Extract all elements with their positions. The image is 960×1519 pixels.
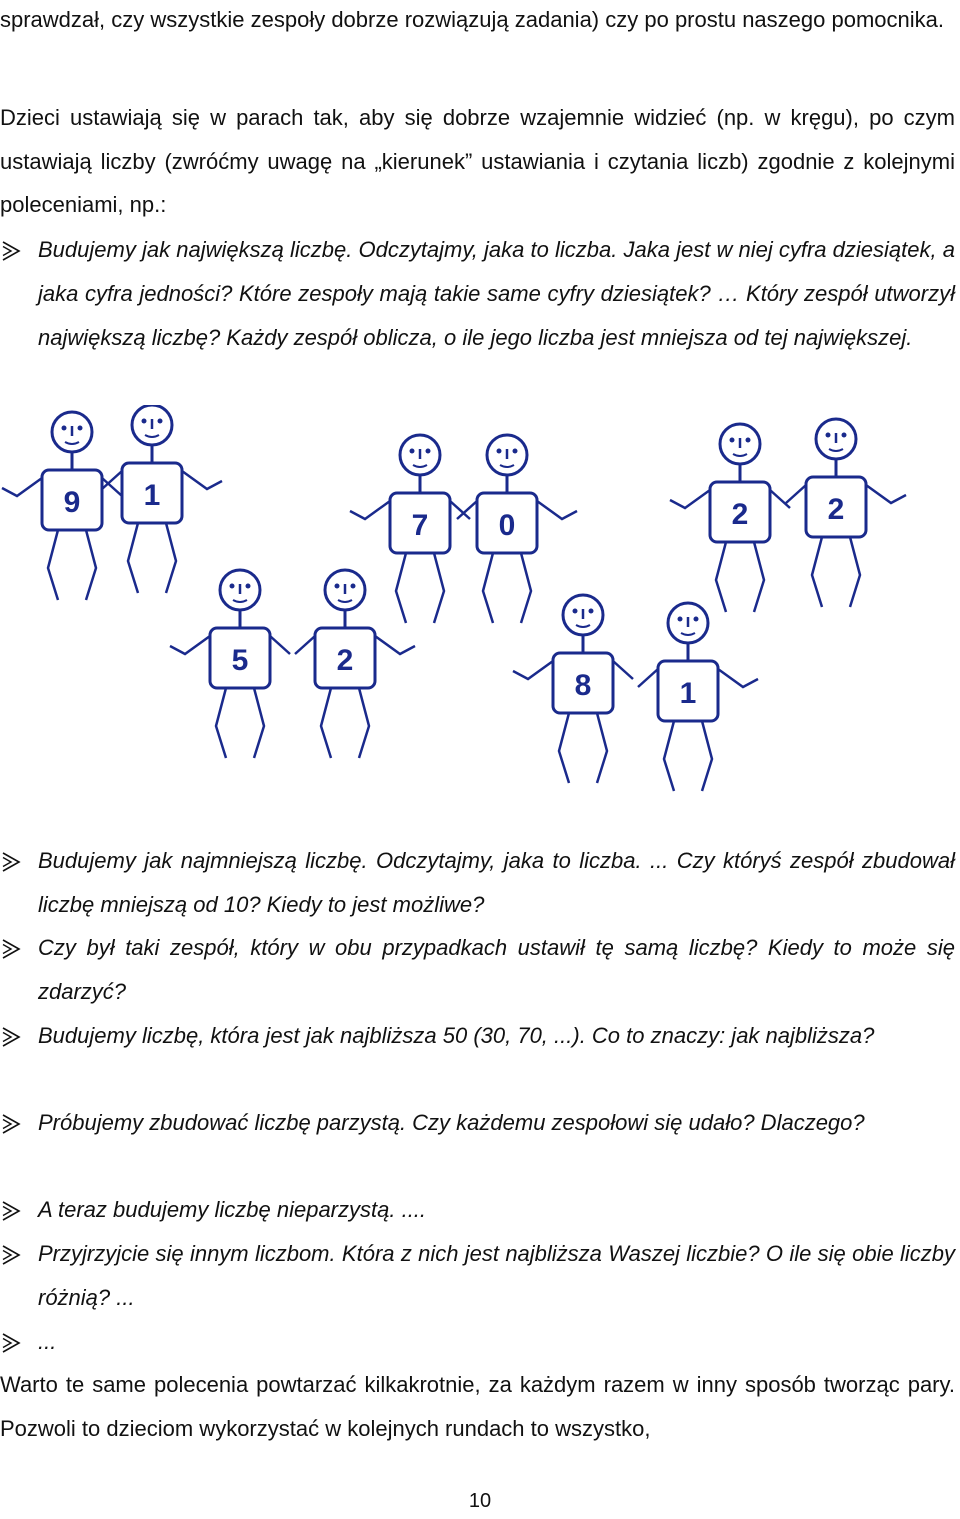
figure-digit: 5 <box>231 644 249 677</box>
stick-figure <box>2 412 122 600</box>
arrow-bullet-icon <box>0 1200 22 1222</box>
bullet-item-odd-number <box>0 1188 955 1232</box>
figure-digit: 7 <box>411 509 429 542</box>
bullet-item-ellipsis <box>0 1320 955 1364</box>
figure-digit: 2 <box>336 644 354 677</box>
bullet-text: A teraz budujemy liczbę nieparzystą. .... <box>38 1197 427 1222</box>
outro-paragraph: Warto te same polecenia powtarzać kilkakrotnie, za każdym razem w inny sposób tworząc pary. Pozwoli to dzieciom wykorzystać w kolejnych rundach to wszystko, <box>0 1372 955 1441</box>
stick-figure <box>457 435 577 623</box>
stick-figure <box>170 570 290 758</box>
arrow-bullet-icon <box>0 1026 22 1048</box>
stick-figures-illustration <box>0 405 960 820</box>
arrow-bullet-icon <box>0 851 22 873</box>
bullet-text: Budujemy liczbę, która jest jak najbliższa 50 (30, 70, ...). Co to znaczy: jak najbliższa? <box>38 1023 875 1048</box>
stick-figure <box>670 424 790 612</box>
bullet-item-largest-number <box>0 228 955 360</box>
figure-digit: 2 <box>731 498 749 531</box>
bullet-text: Próbujemy zbudować liczbę parzystą. Czy każdemu zespołowi się udało? Dlaczego? <box>38 1110 865 1135</box>
figure-digit: 0 <box>498 509 516 542</box>
intro-paragraph-2: Dzieci ustawiają się w parach tak, aby się dobrze wzajemnie widzieć (np. w kręgu), po czym ustawiają liczby (zwróćmy uwagę na „kierunek” ustawiania i czytania liczb) zgodnie z kolejnymi poleceniami, np.: <box>0 105 955 217</box>
bullet-text: Przyjrzyjcie się innym liczbom. Która z nich jest najbliższa Waszej liczbie? O ile się obie liczby różnią? ... <box>38 1241 955 1310</box>
page-number: 10 <box>468 1490 492 1512</box>
bullet-item-even-number <box>0 1101 955 1145</box>
bullet-text: Budujemy jak najmniejszą liczbę. Odczytajmy, jaka to liczba. ... Czy któryś zespół zbudował liczbę mniejszą od 10? Kiedy to jest możliwe? <box>38 848 955 917</box>
bullet-text: Budujemy jak największą liczbę. Odczytajmy, jaka to liczba. Jaka jest w niej cyfra dziesiątek, a jaka cyfra jedności? Które zespoły mają takie same cyfry dziesiątek? … Który zespół utworzył największą liczbę? Każdy zespół oblicza, o ile jego liczba jest mniejsza od tej największej. <box>38 237 955 350</box>
figure-digit: 1 <box>143 479 161 512</box>
figure-digit: 8 <box>574 669 592 702</box>
arrow-bullet-icon <box>0 1113 22 1135</box>
bullet-text: ... <box>38 1329 57 1354</box>
intro-paragraph-1: sprawdzał, czy wszystkie zespoły dobrze rozwiązują zadania) czy po prostu naszego pomocnika. <box>0 7 944 32</box>
bullet-item-compare-numbers <box>0 1232 955 1320</box>
stick-figure <box>638 603 758 791</box>
arrow-bullet-icon <box>0 1244 22 1266</box>
arrow-bullet-icon <box>0 938 22 960</box>
stick-figure <box>102 405 222 593</box>
stick-figure <box>513 595 633 783</box>
stick-figure <box>350 435 470 623</box>
bullet-item-closest-to-50 <box>0 1014 955 1058</box>
figure-digit: 1 <box>679 677 697 710</box>
figure-digit: 2 <box>827 493 845 526</box>
bullet-text: Czy był taki zespół, który w obu przypadkach ustawił tę samą liczbę? Kiedy to może się zdarzyć? <box>38 935 955 1004</box>
stick-figure <box>786 419 906 607</box>
figure-digit: 9 <box>63 486 81 519</box>
bullet-item-same-number <box>0 926 955 1014</box>
bullet-item-smallest-number <box>0 839 955 927</box>
arrow-bullet-icon <box>0 1332 22 1354</box>
arrow-bullet-icon <box>0 240 22 262</box>
